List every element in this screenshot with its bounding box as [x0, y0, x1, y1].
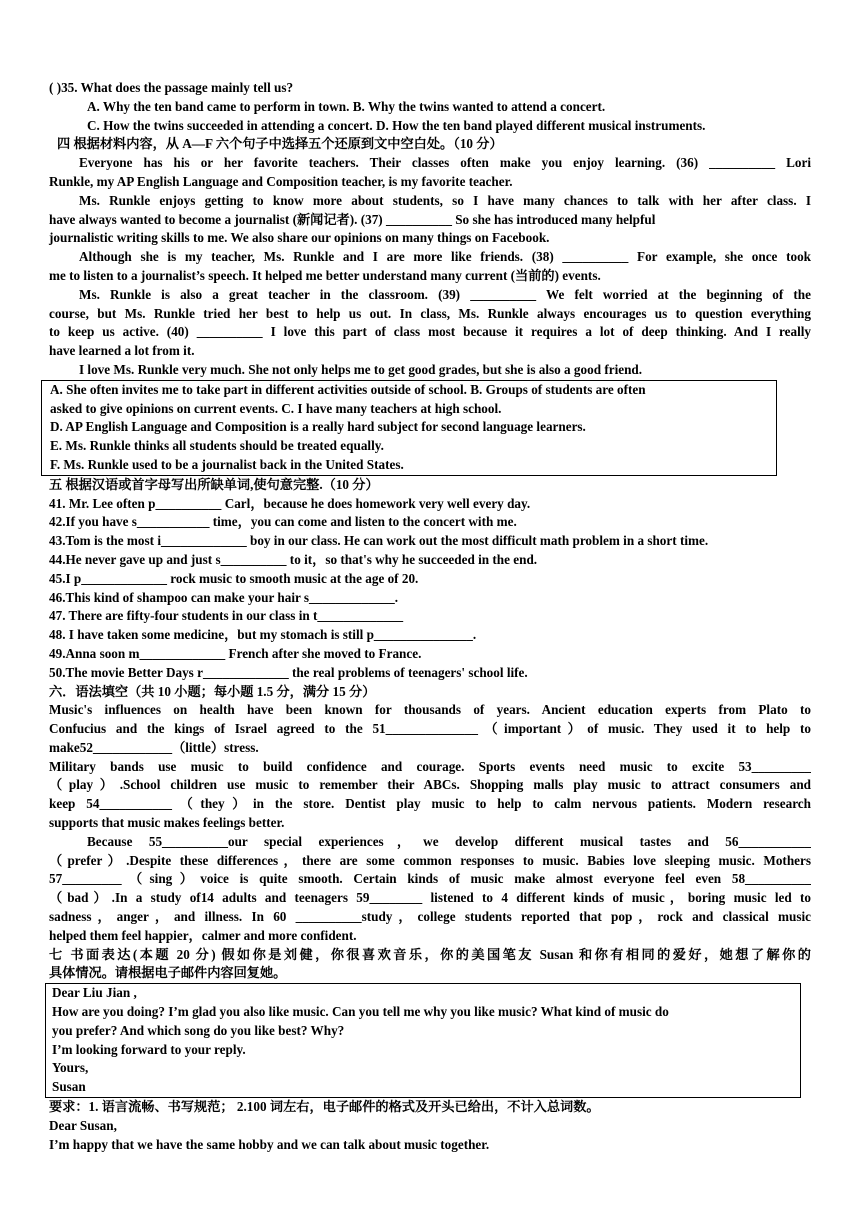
passage-line: I love Ms. Runkle very much. She not only helps me to get good grades, but she is also a good friend. — [79, 361, 643, 377]
passage-line: （play）.School children use music to remember their ABCs. Shopping malls play music to attract consumers and — [49, 777, 811, 793]
section-4 — [49, 135, 811, 475]
reply-greeting: Dear Susan, — [49, 1117, 117, 1133]
option-line: F. Ms. Runkle used to be a journalist back in the United States. — [50, 456, 404, 472]
option-line: D. AP English Language and Composition is a really hard subject for second language learners. — [50, 419, 586, 435]
section-4-title: 四 根据材料内容，从 A—F 六个句子中选择五个还原到文中空白处。（10 分） — [57, 136, 503, 152]
letter-line: Susan — [52, 1079, 86, 1095]
section-6 — [49, 683, 811, 946]
passage-line: Although she is my teacher, Ms. Runkle and I are more like friends. (38) __________ For example, she once took — [79, 249, 811, 265]
passage-line: have learned a lot from it. — [49, 343, 195, 359]
reply-opening: I’m happy that we have the same hobby and we can talk about music together. — [49, 1136, 490, 1152]
passage-line: Ms. Runkle is also a great teacher in the classroom. (39) __________ We felt worried at the beginning of the — [79, 286, 811, 302]
passage-line: have always wanted to become a journalist (新闻记者). (37) __________ So she has introduced many helpful — [49, 211, 656, 227]
passage-line: （prefer）.Despite these differences，there are some common responses to music. Babies love sleeping music. Mothers — [49, 852, 811, 868]
passage-line: supports that music makes feelings better. — [49, 815, 285, 831]
question-35 — [49, 79, 811, 135]
passage-line: 57_________（sing）voice is quite smooth. Certain kinds of music make almost everyone feel even 58__________ — [49, 871, 811, 887]
passage-line: Everyone has his or her favorite teachers. Their classes often make you enjoy learning. (36) __________ Lori — [79, 155, 811, 171]
passage-line: Ms. Runkle enjoys getting to know more about students, so I have many chances to talk with her after class. I — [79, 192, 811, 208]
passage-line: Music's influences on health have been known for thousands of years. Ancient education experts from Plato to — [49, 702, 811, 718]
passage-line: （bad）.In a study of14 adults and teenagers 59________ listened to 4 different kinds of music，boring music led to — [49, 890, 811, 906]
option-line: asked to give opinions on current events. C. I have many teachers at high school. — [50, 400, 502, 416]
q35-options-cd: C. How the twins succeeded in attending a concert. D. How the ten band played different musical instruments. — [87, 117, 706, 133]
letter-line: I’m looking forward to your reply. — [52, 1041, 246, 1057]
passage-line: Because 55__________our special experiences，we develop different musical tastes and 56___________ — [87, 833, 811, 849]
section-5 — [49, 476, 811, 683]
passage-line: to keep us active. (40) __________ I love this part of class most because it requires a lot of deep thinking. And I really — [49, 324, 811, 340]
passage-line: Runkle, my AP English Language and Composition teacher, is my favorite teacher. — [49, 173, 513, 189]
letter-line: How are you doing? I’m glad you also like music. Can you tell me why you like music? What kind of music do — [52, 1004, 669, 1020]
fill-item: 42.If you have s___________ time，you can come and listen to the concert with me. — [49, 514, 517, 530]
fill-item: 44.He never gave up and just s__________ to it，so that's why he succeeded in the end. — [49, 551, 538, 567]
section-6-title: 六．语法填空（共 10 小题；每小题 1.5 分，满分 15 分） — [49, 683, 376, 699]
passage-line: keep 54___________（they）in the store. Dentist play music to help to calm nervous patients. Modern research — [49, 796, 811, 812]
passage-line: Military bands use music to build confidence and courage. Sports events need music to excite 53_________ — [49, 758, 811, 774]
letter-line: Yours, — [52, 1060, 89, 1076]
letter-line: you prefer? And which song do you like best? Why? — [52, 1022, 345, 1038]
q35-options-ab: A. Why the ten band came to perform in town. B. Why the twins wanted to attend a concert. — [87, 98, 606, 114]
passage-line: make52____________（little）stress. — [49, 739, 259, 755]
fill-item: 50.The movie Better Days r_____________ the real problems of teenagers' school life. — [49, 664, 528, 680]
section-5-title: 五 根据汉语或首字母写出所缺单词,使句意完整.（10 分） — [49, 476, 379, 492]
options-box — [41, 380, 777, 476]
requirements: 要求：1. 语言流畅、书写规范； 2.100 词左右，电子邮件的格式及开头已给出，不计入总词数。 — [49, 1099, 600, 1115]
letter-box — [45, 983, 801, 1098]
passage-line: course, but Ms. Runkle tried her best to help us out. In class, Ms. Runkle always encourages us to question everything — [49, 305, 811, 321]
section-7-title: 七 书面表达(本题 20 分) 假如你是刘健，你很喜欢音乐，你的美国笔友 Susan 和你有相同的爱好，她想了解你的 — [49, 946, 811, 962]
fill-item: 47. There are fifty-four students in our class in t_____________ — [49, 608, 404, 624]
passage-line: me to listen to a journalist’s speech. It helped me better understand many current (当前的) events. — [49, 267, 601, 283]
fill-item: 43.Tom is the most i_____________ boy in our class. He can work out the most difficult math problem in a short time. — [49, 533, 709, 549]
fill-item: 49.Anna soon m_____________ French after she moved to France. — [49, 645, 422, 661]
section-7-title-cont: 具体情况。请根据电子邮件内容回复她。 — [49, 965, 287, 981]
fill-item: 46.This kind of shampoo can make your hair s_____________. — [49, 589, 399, 605]
fill-item: 45.I p_____________ rock music to smooth music at the age of 20. — [49, 570, 419, 586]
passage-line: sadness，anger，and illness. In 60 __________study，college students reported that pop，rock and classical music — [49, 909, 811, 925]
section-7 — [49, 946, 811, 1155]
passage-line: Confucius and the kings of Israel agreed to the 51______________（important）of music. They used it to help to — [49, 721, 811, 737]
letter-line: Dear Liu Jian , — [52, 985, 137, 1001]
exam-page — [49, 79, 811, 1154]
passage-line: journalistic writing skills to me. We also share our opinions on many things on Facebook. — [49, 230, 550, 246]
fill-item: 41. Mr. Lee often p__________ Carl，because he does homework very well every day. — [49, 495, 531, 511]
passage-line: helped them feel happier，calmer and more confident. — [49, 927, 357, 943]
q35-stem: ( )35. What does the passage mainly tell us? — [49, 80, 294, 95]
option-line: A. She often invites me to take part in different activities outside of school. B. Groups of students are often — [50, 381, 646, 397]
option-line: E. Ms. Runkle thinks all students should be treated equally. — [50, 438, 384, 454]
fill-item: 48. I have taken some medicine，but my stomach is still p_______________. — [49, 627, 477, 643]
